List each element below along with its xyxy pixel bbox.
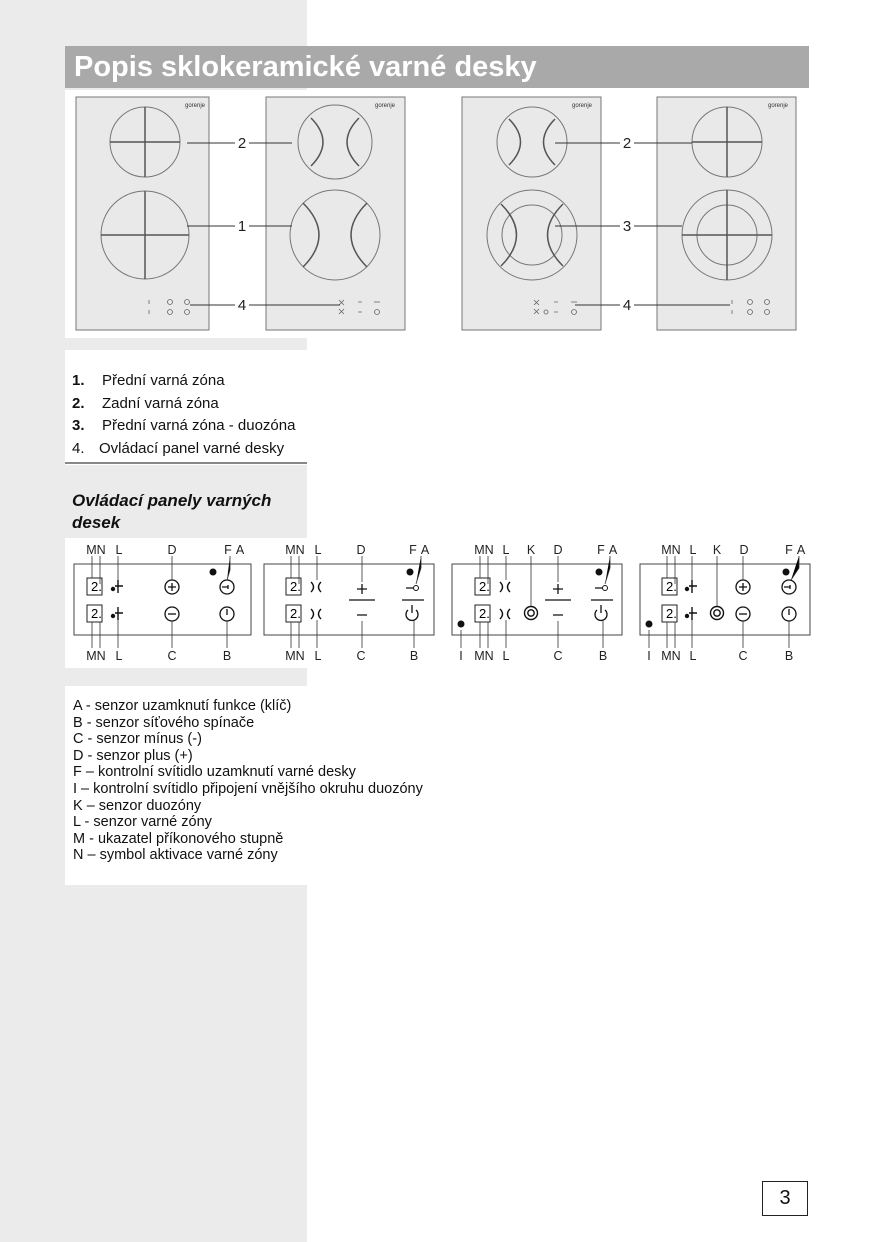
- svg-text:C: C: [738, 649, 748, 663]
- svg-text:L: L: [314, 649, 322, 663]
- definition-item: C - senzor mínus (-): [73, 731, 202, 748]
- svg-text:A: A: [235, 543, 245, 557]
- legend-item: 4. Ovládací panel varné desky: [72, 439, 285, 457]
- lock-indicator: [407, 569, 414, 576]
- svg-text:D: D: [356, 543, 366, 557]
- definition-item: N – symbol aktivace varné zóny: [73, 847, 278, 864]
- svg-text:F: F: [224, 543, 232, 557]
- definition-item: M - ukazatel příkonového stupně: [73, 830, 284, 847]
- svg-text:L: L: [689, 649, 697, 663]
- svg-text:D: D: [167, 543, 177, 557]
- svg-text:MN: MN: [661, 649, 681, 663]
- definition-item: D - senzor plus (+): [73, 747, 193, 764]
- svg-text:C: C: [167, 649, 177, 663]
- svg-text:MN: MN: [86, 543, 106, 557]
- svg-text:L: L: [502, 543, 510, 557]
- svg-text:A: A: [796, 543, 806, 557]
- svg-text:2.: 2.: [479, 579, 490, 594]
- definition-item: I – kontrolní svítidlo připojení vnějšího okruhu duozóny: [73, 780, 423, 797]
- svg-text:MN: MN: [86, 649, 106, 663]
- svg-text:2.: 2.: [666, 606, 677, 621]
- duo-indicator: [646, 621, 653, 628]
- definition-item: L - senzor varné zóny: [73, 814, 212, 831]
- svg-text:K: K: [526, 543, 536, 557]
- page-number: 3: [762, 1181, 808, 1216]
- callout-1: 1: [237, 218, 247, 235]
- legend-item: 2. Zadní varná zóna: [72, 394, 219, 412]
- legend-item: 1. Přední varná zóna: [72, 372, 225, 389]
- svg-text:MN: MN: [474, 649, 494, 663]
- svg-text:L: L: [115, 649, 123, 663]
- page-title: Popis sklokeramické varné desky: [65, 46, 809, 88]
- svg-text:L: L: [502, 649, 510, 663]
- definition-item: F – kontrolní svítidlo uzamknutí varné desky: [73, 764, 356, 781]
- svg-text:A: A: [608, 543, 618, 557]
- svg-text:F: F: [597, 543, 605, 557]
- definition-item: K – senzor duozóny: [73, 797, 202, 814]
- svg-text:K: K: [712, 543, 722, 557]
- callout-4: 4: [237, 297, 247, 314]
- svg-text:L: L: [314, 543, 322, 557]
- hob-3: [462, 97, 601, 330]
- svg-text:B: B: [222, 649, 232, 663]
- svg-text:C: C: [553, 649, 563, 663]
- svg-text:L: L: [689, 543, 697, 557]
- hob-2: [266, 97, 405, 330]
- svg-text:MN: MN: [474, 543, 494, 557]
- callout-2: 2: [237, 135, 247, 152]
- callout-4: 4: [622, 297, 632, 314]
- svg-text:MN: MN: [285, 649, 305, 663]
- lock-indicator: [210, 569, 217, 576]
- brand-logo: gorenje: [572, 103, 593, 109]
- svg-text:C: C: [356, 649, 366, 663]
- definition-item: A - senzor uzamknutí funkce (klíč): [73, 698, 292, 714]
- svg-text:2.: 2.: [290, 579, 301, 594]
- legend-list: [72, 370, 295, 460]
- brand-logo: gorenje: [375, 103, 396, 109]
- svg-text:2.: 2.: [666, 579, 677, 594]
- svg-text:L: L: [115, 543, 123, 557]
- definitions-list: [73, 698, 423, 864]
- svg-text:F: F: [409, 543, 417, 557]
- callout-3: 3: [622, 218, 632, 235]
- hob-1: [76, 97, 209, 330]
- brand-logo: gorenje: [185, 103, 206, 109]
- definition-item: B - senzor síťového spínače: [73, 714, 255, 731]
- lock-indicator: [783, 569, 790, 576]
- svg-text:MN: MN: [661, 543, 681, 557]
- svg-text:I: I: [459, 649, 463, 663]
- brand-logo: gorenje: [768, 103, 789, 109]
- svg-text:B: B: [598, 649, 608, 663]
- svg-text:I: I: [647, 649, 651, 663]
- control-panels-diagram: [65, 538, 815, 668]
- svg-text:2.: 2.: [290, 606, 301, 621]
- svg-text:MN: MN: [285, 543, 305, 557]
- duo-indicator: [458, 621, 465, 628]
- legend-divider: [65, 462, 307, 464]
- svg-text:2.: 2.: [91, 606, 102, 621]
- svg-text:D: D: [739, 543, 749, 557]
- svg-text:B: B: [784, 649, 794, 663]
- hob-illustrations: [65, 90, 809, 338]
- panel-1: [74, 564, 251, 635]
- svg-text:B: B: [409, 649, 419, 663]
- lock-indicator: [596, 569, 603, 576]
- svg-text:2.: 2.: [91, 579, 102, 594]
- svg-text:2.: 2.: [479, 606, 490, 621]
- callout-2: 2: [622, 135, 632, 152]
- legend-item: 3. Přední varná zóna - duozóna: [72, 417, 296, 434]
- panels-heading: Ovládací panely varných desek: [72, 491, 272, 532]
- svg-text:D: D: [553, 543, 563, 557]
- svg-text:A: A: [420, 543, 430, 557]
- svg-text:F: F: [785, 543, 793, 557]
